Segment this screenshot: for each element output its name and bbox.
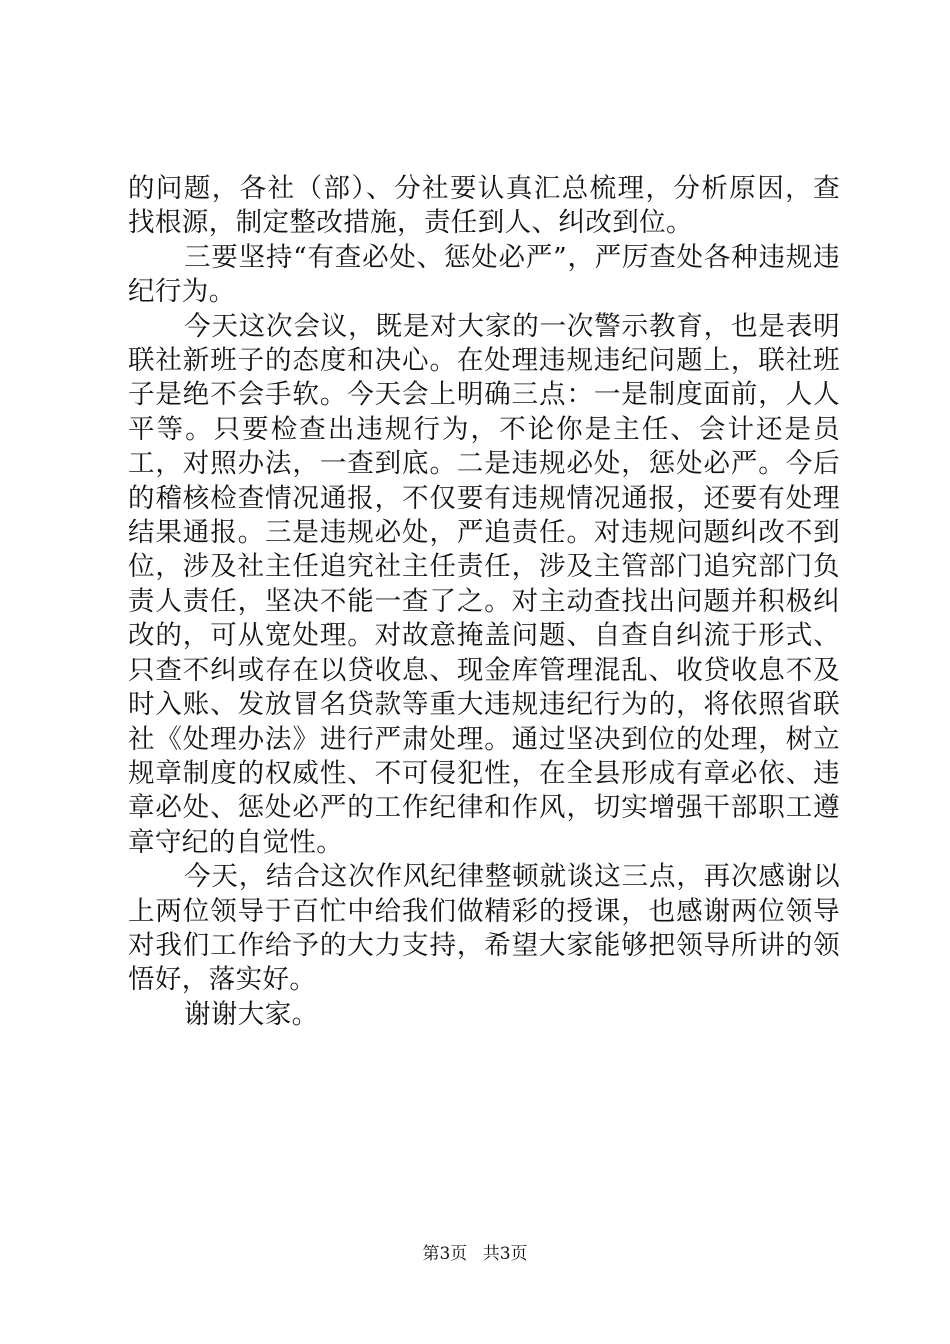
document-body [128,172,840,1032]
page-number: 第3页 [422,1244,468,1264]
paragraph-thanks-leaders: 今天，结合这次作风纪律整顿就谈这三点，再次感谢以上两位领导于百忙中给我们做精彩的授课，也感谢两位领导对我们工作给予的大力支持，希望大家能够把领导所讲的领悟好，落实好。 [128,861,840,996]
paragraph-continuation: 的问题，各社（部）、分社要认真汇总梳理，分析原因，查找根源，制定整改措施，责任到人、纠改到位。 [128,173,840,239]
page-total: 共3页 [482,1244,528,1264]
paragraph-closing: 谢谢大家。 [184,998,319,1030]
paragraph-meeting-points: 今天这次会议，既是对大家的一次警示教育，也是表明联社新班子的态度和决心。在处理违规违纪问题上，联社班子是绝不会手软。今天会上明确三点：一是制度面前，人人平等。只要检查出违规行为，不论你是主任、会计还是员工，对照办法，一查到底。二是违规必处，惩处必严。今后的稽核检查情况通报，不仅要有违规情况通报，还要有处理结果通报。三是违规必处，严追责任。对违规问题纠改不到位，涉及社主任追究社主任责任，涉及主管部门追究部门负责人责任，坚决不能一查了之。对主动查找出问题并积极纠改的，可从宽处理。对故意掩盖问题、自查自纠流于形式、只查不纠或存在以贷收息、现金库管理混乱、收贷收息不及时入账、发放冒名贷款等重大违规违纪行为的，将依照省联社《处理办法》进行严肃处理。通过坚决到位的处理，树立规章制度的权威性、不可侵犯性，在全县形成有章必依、违章必处、惩处必严的工作纪律和作风，切实增强干部职工遵章守纪的自觉性。 [128,310,840,858]
page-footer [0,1243,950,1265]
paragraph-requirement-three: 三要坚持“有查必处、惩处必严”，严厉查处各种违规违纪行为。 [128,241,840,308]
